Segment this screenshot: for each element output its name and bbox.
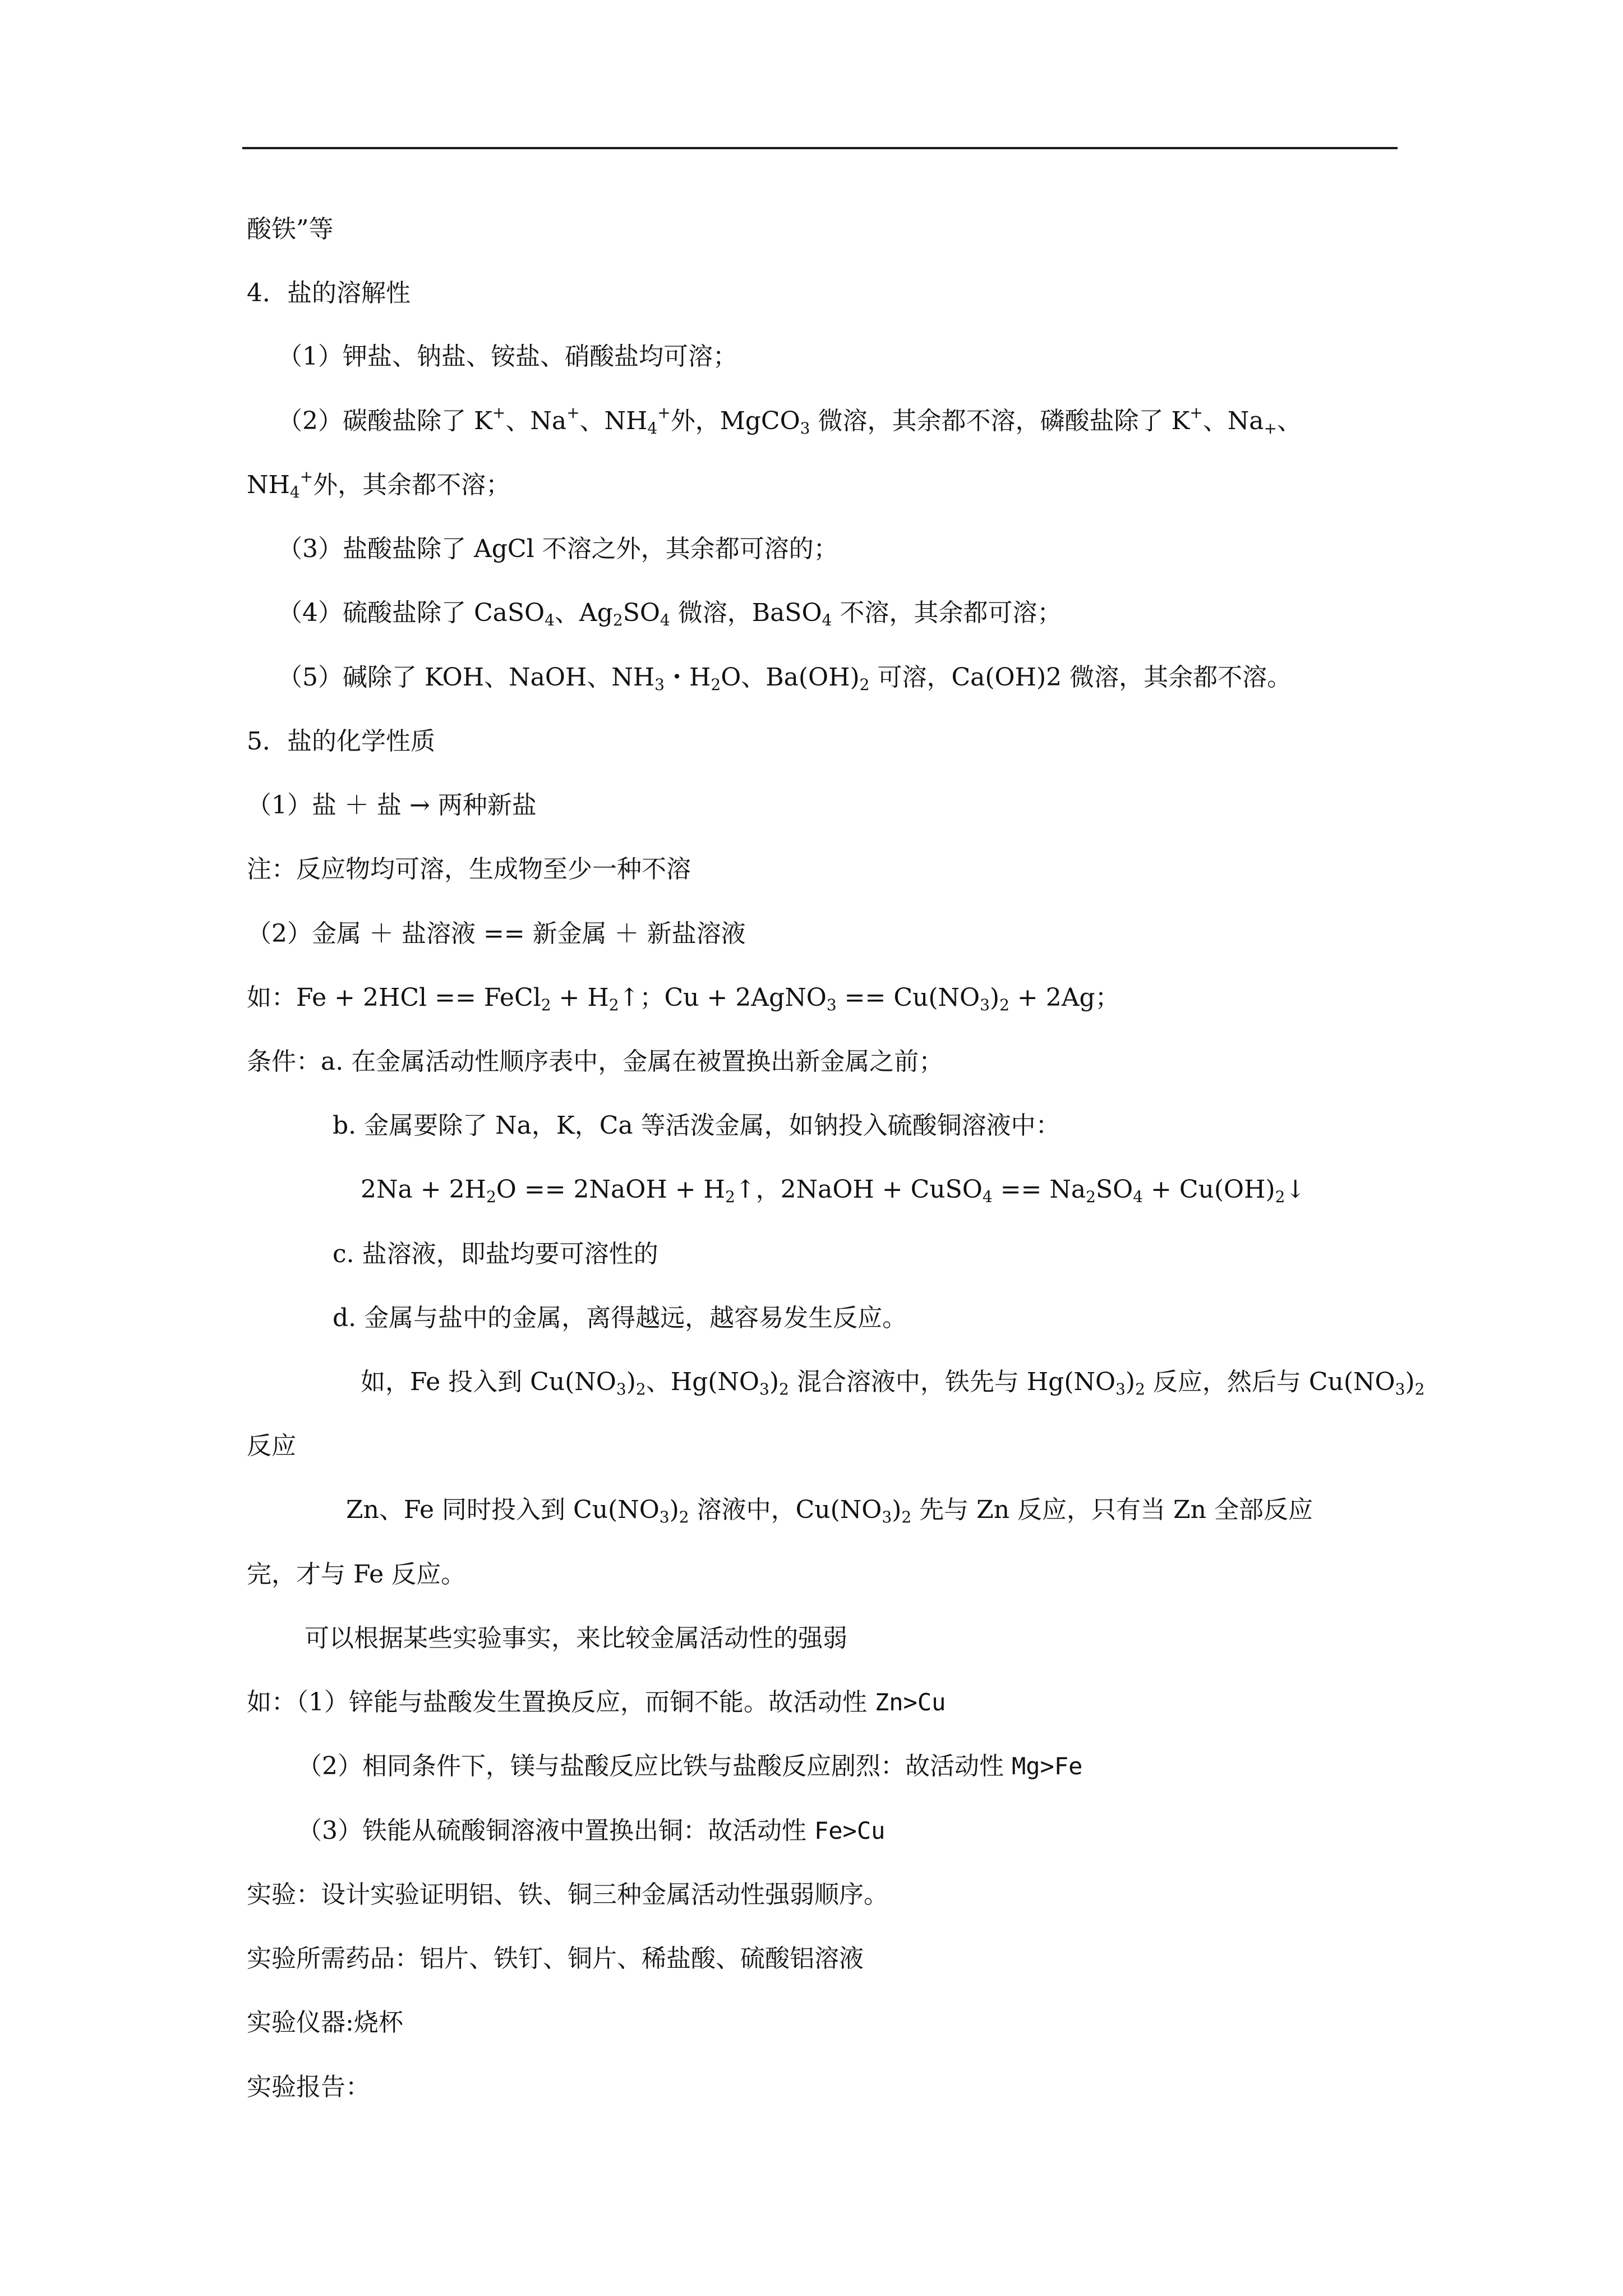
text-line: Zn、Fe 同时投入到 $Cu(NO_3)_2$ 溶液中，$Cu(NO_3)_2$ 先与 Zn 反应，只有当 Zn 全部反应 — [346, 1496, 1313, 1526]
text-line: （3）盐酸盐除了 AgCl 不溶之外，其余都可溶的； — [278, 535, 838, 563]
text-line: （1）钾盐、钠盐、铵盐、硝酸盐均可溶； — [278, 342, 737, 371]
header-rule — [242, 147, 1398, 149]
text-line: 条件：a. 在金属活动性顺序表中，金属在被置换出新金属之前； — [247, 1047, 944, 1076]
text-line: 实验仪器:烧杯 — [247, 2008, 403, 2037]
text-line: b. 金属要除了 Na，K，Ca 等活泼金属，如钠投入硫酸铜溶液中： — [333, 1111, 1061, 1140]
text-line: 完，才与 Fe 反应。 — [247, 1560, 466, 1589]
text-line: d. 金属与盐中的金属，离得越远，越容易发生反应。 — [333, 1304, 907, 1332]
text-line: c. 盐溶液，即盐均要可溶性的 — [333, 1240, 658, 1268]
text-line: 反应 — [247, 1432, 296, 1460]
text-line: 实验：设计实验证明铝、铁、铜三种金属活动性强弱顺序。 — [247, 1880, 888, 1909]
text-line: 注：反应物均可溶，生成物至少一种不溶 — [247, 855, 691, 884]
text-line: 如，Fe 投入到 $Cu(NO_3)_2$、$Hg(NO_3)_2$ 混合溶液中，铁先与 $Hg(NO_3)_2$ 反应，然后与 $Cu(NO_3)_2$ — [361, 1368, 1425, 1398]
text-line: （4）硫酸盐除了 CaSO$_4$、$Ag_2SO_4$ 微溶，BaSO$_4$ 不溶，其余都可溶； — [278, 599, 1062, 629]
text-line: 实验所需药品：铝片、铁钉、铜片、稀盐酸、硫酸铝溶液 — [247, 1944, 864, 1973]
text-line: 如：Fe + 2HCl == FeCl$_2$ + $H_2↑$；Cu + 2AgNO$_3$ == $Cu(NO_3)_2 + 2Ag$； — [247, 983, 1120, 1014]
text-line: （2）碳酸盐除了 K+、Na+、$NH_4^+$外，MgCO$_3$ 微溶，其余都不溶，磷酸盐除了 K+、$Na_+$、 — [278, 403, 1302, 438]
text-line: 可以根据某些实验事实，来比较金属活动性的强弱 — [305, 1624, 847, 1653]
text-line: 实验报告： — [247, 2073, 370, 2101]
text-line: （3）铁能从硫酸铜溶液中置换出铜：故活动性 Fe>Cu — [297, 1816, 886, 1845]
text-line: （5）碱除了 KOH、NaOH、$NH_3$・$H_2O$、$Ba(OH)_2$ 可溶，Ca(OH)2 微溶，其余都不溶。 — [278, 663, 1292, 694]
section-heading: 4．盐的溶解性 — [247, 279, 411, 307]
text-line: （2）金属 ＋ 盐溶液 == 新金属 ＋ 新盐溶液 — [247, 919, 746, 948]
equation-line: $2Na + 2H_2O$ == 2NaOH + $H_2↑$，2NaOH + CuSO$_4$ == $Na_2SO_4$ + $Cu(OH)_2↓$ — [361, 1175, 1306, 1206]
text-line: 酸铁”等 — [247, 215, 334, 243]
text-line: （1）盐 ＋ 盐 → 两种新盐 — [247, 791, 537, 820]
text-line: $NH_4^+$外，其余都不溶； — [247, 467, 511, 501]
text-line: （2）相同条件下，镁与盐酸反应比铁与盐酸反应剧烈：故活动性 Mg>Fe — [297, 1752, 1083, 1780]
text-line: 如：（1）锌能与盐酸发生置换反应，而铜不能。故活动性 Zn>Cu — [247, 1688, 946, 1717]
section-heading: 5．盐的化学性质 — [247, 727, 435, 756]
